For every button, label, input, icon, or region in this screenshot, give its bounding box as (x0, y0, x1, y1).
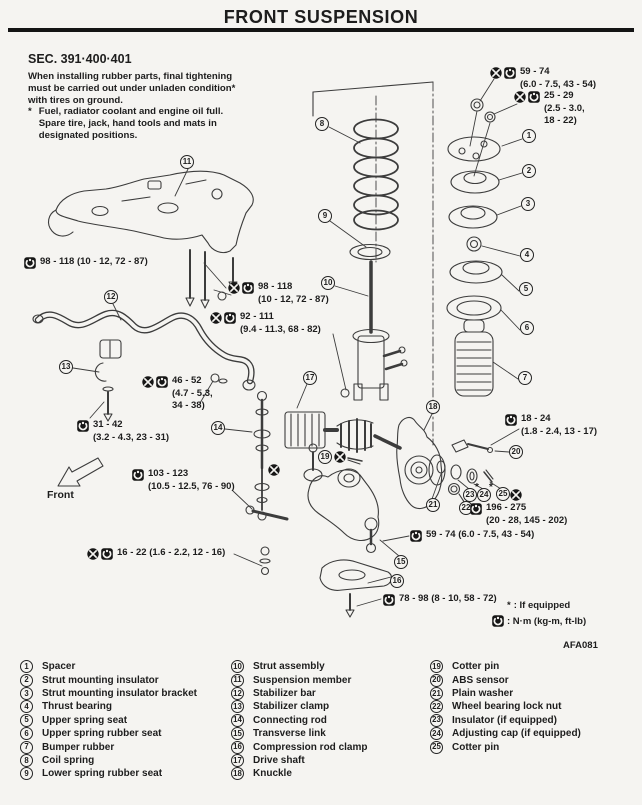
callout-17: 17 (303, 371, 317, 385)
torque-value: 16 - 22 (1.6 - 2.2, 12 - 16) (117, 547, 226, 558)
legend-item (20, 700, 197, 713)
suspension-member-drawing (49, 171, 254, 308)
torque-callout-abs-sensor (505, 413, 597, 438)
legend-item (430, 687, 581, 700)
part-number-badge: 19 (430, 660, 443, 673)
callout-9: 9 (318, 209, 332, 223)
torque-values (93, 419, 169, 444)
callout-1: 1 (522, 129, 536, 143)
replace-icon (490, 67, 502, 79)
part-number-badge: 11 (231, 674, 244, 687)
part-number-badge: 18 (231, 767, 244, 780)
part-number-badge: 16 (231, 741, 244, 754)
torque-icon (156, 376, 168, 388)
torque-value: (10 - 12, 72 - 87) (258, 293, 329, 305)
part-number-badge: 25 (430, 741, 443, 754)
callout-23: 23 (463, 488, 477, 502)
torque-values (520, 66, 596, 91)
part-name: Compression rod clamp (253, 741, 368, 753)
callout-18: 18 (426, 400, 440, 414)
note-line: designated positions. (38, 129, 138, 141)
torque-callout-ball-joint (410, 529, 534, 542)
footnote-marker: * (28, 106, 32, 118)
compression-rod-clamp-drawing (320, 560, 391, 617)
part-number-badge: 5 (20, 714, 33, 727)
legend-item (430, 740, 581, 753)
torque-callout-wheel-bearing-nut (470, 502, 567, 527)
part-name: Cotter pin (452, 661, 500, 673)
legend-column-3 (430, 660, 581, 754)
torque-value: 59 - 74 (6.0 - 7.5, 43 - 54) (426, 529, 535, 540)
legend-item (430, 714, 581, 727)
replace-icon (514, 91, 526, 103)
if-equipped-footnote (507, 600, 570, 611)
legend-column-1 (20, 660, 197, 781)
section-heading: SEC. 391·400·401 (28, 52, 132, 66)
part-number-badge: 21 (430, 687, 443, 700)
torque-callout-strut-mounting-nuts (490, 66, 596, 91)
replace-icon (228, 282, 240, 294)
part-name: Connecting rod (253, 714, 327, 726)
part-name: Upper spring rubber seat (42, 728, 162, 740)
part-name: Wheel bearing lock nut (452, 701, 562, 713)
part-name: Knuckle (253, 768, 292, 780)
torque-value: 18 - 24 (521, 413, 551, 424)
note-line: Spare tire, jack, hand tools and mats in (38, 118, 217, 130)
torque-icon (410, 530, 422, 542)
part-name: Stabilizer bar (253, 687, 316, 699)
callout-25: 25 (496, 487, 510, 501)
callout-15: 15 (394, 555, 408, 569)
torque-value: 98 - 118 (10 - 12, 72 - 87) (40, 256, 148, 267)
replace-icon (142, 376, 154, 388)
callout-5: 5 (519, 282, 533, 296)
part-number-badge: 14 (231, 714, 244, 727)
torque-values (521, 413, 597, 438)
replace-icon (210, 312, 222, 324)
projection-lines (313, 82, 433, 445)
legend-item (231, 673, 367, 686)
torque-icon (132, 469, 144, 481)
if-equipped-text: : If equipped (513, 600, 571, 611)
part-name: Stabilizer clamp (253, 701, 330, 713)
torque-icon (242, 282, 254, 294)
torque-values (426, 529, 534, 542)
torque-value: 25 - 29 (544, 90, 574, 101)
torque-value: 78 - 98 (8 - 10, 58 - 72) (399, 593, 497, 604)
callout-8: 8 (315, 117, 329, 131)
caution-line: must be carried out under unladen condition* (28, 82, 236, 94)
torque-callout-member-rear (228, 281, 329, 306)
legend-item (231, 660, 367, 673)
part-number-badge: 24 (430, 727, 443, 740)
legend-item (231, 700, 367, 713)
legend-item (231, 754, 367, 767)
strut-drawing (341, 262, 407, 400)
torque-callout-strut-to-knuckle (210, 311, 321, 336)
torque-icon (383, 594, 395, 606)
torque-value: 196 - 275 (486, 502, 527, 513)
torque-icon (77, 420, 89, 432)
callout-24: 24 (477, 488, 491, 502)
callout-12: 12 (104, 290, 118, 304)
callout-16: 16 (390, 574, 404, 588)
torque-value: (3.2 - 4.3, 23 - 31) (93, 431, 170, 443)
torque-icon (505, 414, 517, 426)
torque-callout-piston-rod-nut (514, 90, 585, 128)
part-name: ABS sensor (452, 674, 509, 686)
part-name: Strut assembly (253, 661, 325, 673)
callout-19: 19 (318, 450, 332, 464)
legend-item (20, 714, 197, 727)
part-name: Suspension member (253, 674, 352, 686)
part-number-badge: 4 (20, 700, 33, 713)
torque-values (399, 593, 497, 606)
part-name: Adjusting cap (if equipped) (452, 728, 581, 740)
callout-3: 3 (521, 197, 535, 211)
torque-value: 103 - 123 (148, 468, 189, 479)
front-arrow (58, 458, 103, 486)
front-direction-label: Front (47, 489, 74, 501)
part-number-badge: 13 (231, 700, 244, 713)
torque-value: 34 - 38) (172, 400, 205, 411)
part-number-badge: 7 (20, 741, 33, 754)
torque-values (40, 256, 148, 269)
lower-spring-seat-drawing (350, 245, 390, 260)
torque-callout-member-front (24, 256, 148, 269)
torque-values (544, 90, 585, 128)
callout-22: 22 (459, 501, 473, 515)
part-number-badge: 9 (20, 767, 33, 780)
legend-item (20, 673, 197, 686)
torque-value: 92 - 111 (240, 311, 274, 322)
torque-callout-compression-clamp (383, 593, 497, 606)
part-number-badge: 20 (430, 674, 443, 687)
part-name: Cotter pin (452, 741, 500, 753)
torque-icon (528, 91, 540, 103)
part-number-badge: 22 (430, 700, 443, 713)
part-name: Insulator (if equipped) (452, 714, 557, 726)
torque-value: (1.8 - 2.4, 13 - 17) (521, 425, 598, 437)
torque-icon (492, 615, 504, 627)
callout-7: 7 (518, 371, 532, 385)
legend-item (231, 727, 367, 740)
replace-icon (87, 548, 99, 560)
part-number-badge: 6 (20, 727, 33, 740)
part-name: Coil spring (42, 754, 95, 766)
part-number-badge: 8 (20, 754, 33, 767)
torque-callout-stabilizer-clamp (77, 419, 169, 444)
asterisk-mark: * (507, 600, 511, 611)
callout-14: 14 (211, 421, 225, 435)
legend-item (231, 740, 367, 753)
legend-item (430, 660, 581, 673)
torque-values (240, 311, 321, 336)
legend-item (20, 660, 197, 673)
torque-value: 31 - 42 (93, 419, 123, 430)
torque-value: (20 - 28, 145 - 202) (486, 514, 568, 526)
torque-value: 18 - 22) (544, 115, 577, 126)
callout-10: 10 (321, 276, 335, 290)
part-name: Bumper rubber (42, 741, 115, 753)
replace-icon (510, 489, 522, 501)
legend-item (430, 700, 581, 713)
legend-item (231, 714, 367, 727)
torque-values (148, 468, 235, 493)
torque-values (172, 375, 213, 413)
torque-value: 59 - 74 (520, 66, 550, 77)
replace-icon (268, 464, 280, 476)
part-name: Plain washer (452, 687, 514, 699)
part-number-badge: 10 (231, 660, 244, 673)
legend-item (20, 687, 197, 700)
torque-value: (9.4 - 11.3, 68 - 82) (240, 323, 321, 335)
note-line: Fuel, radiator coolant and engine oil full. (38, 106, 224, 118)
torque-callout-connecting-rod-upper (142, 375, 213, 413)
link-front-bolt-drawing (246, 506, 287, 519)
torque-value: 98 - 118 (258, 281, 293, 292)
figure-code: AFA081 (563, 640, 598, 651)
callout-20: 20 (509, 445, 523, 459)
part-name: Strut mounting insulator (42, 674, 159, 686)
torque-icon (24, 257, 36, 269)
legend-item (231, 767, 367, 780)
caution-line: with tires on ground. (28, 94, 123, 106)
torque-units-footnote (492, 615, 586, 627)
part-number-badge: 3 (20, 687, 33, 700)
part-number-badge: 2 (20, 674, 33, 687)
part-number-badge: 23 (430, 714, 443, 727)
torque-value: (6.0 - 7.5, 43 - 54) (520, 78, 597, 90)
caution-line: When installing rubber parts, final tightening (28, 71, 233, 82)
torque-value: 46 - 52 (172, 375, 202, 386)
asterisk-mark-23: * (475, 482, 479, 493)
part-name: Spacer (42, 661, 76, 673)
torque-values (258, 281, 329, 306)
callout-11: 11 (180, 155, 194, 169)
torque-icon (470, 503, 482, 515)
torque-values (486, 502, 567, 527)
legend-item (430, 727, 581, 740)
part-number-badge: 1 (20, 660, 33, 673)
torque-value: (4.7 - 5.3, (172, 387, 213, 399)
torque-icon (504, 67, 516, 79)
torque-value: (2.5 - 3.0, (544, 102, 585, 114)
callout-21: 21 (426, 498, 440, 512)
callout-6: 6 (520, 321, 534, 335)
legend-item (20, 754, 197, 767)
callout-13: 13 (59, 360, 73, 374)
legend-column-2 (231, 660, 367, 781)
connecting-rod-drawing (254, 392, 270, 575)
torque-icon (101, 548, 113, 560)
replace-icon (334, 451, 346, 463)
torque-icon (224, 312, 236, 324)
callout-2: 2 (522, 164, 536, 178)
torque-value: (10.5 - 12.5, 76 - 90) (148, 480, 235, 492)
legend-item (20, 767, 197, 780)
part-name: Lower spring rubber seat (42, 768, 163, 780)
part-number-badge: 12 (231, 687, 244, 700)
abs-sensor-drawing (452, 440, 493, 453)
part-number-badge: 15 (231, 727, 244, 740)
page-title: FRONT SUSPENSION (223, 7, 419, 27)
part-name: Transverse link (253, 728, 326, 740)
part-name: Upper spring seat (42, 714, 128, 726)
torque-units-text: : N·m (kg-m, ft-lb) (507, 615, 587, 627)
legend-item (430, 673, 581, 686)
torque-values (117, 547, 225, 560)
torque-callout-connecting-rod-lower (87, 547, 225, 560)
part-name: Drive shaft (253, 754, 305, 766)
callout-4: 4 (520, 248, 534, 262)
part-number-badge: 17 (231, 754, 244, 767)
torque-callout-link-front (132, 468, 235, 493)
asterisk-mark-24: * (489, 482, 493, 493)
drive-shaft-drawing (285, 412, 400, 452)
legend-item (231, 687, 367, 700)
part-name: Strut mounting insulator bracket (42, 687, 198, 699)
cotter-pin-drawing (348, 458, 362, 464)
legend-item (20, 727, 197, 740)
part-name: Thrust bearing (42, 701, 113, 713)
legend-item (20, 740, 197, 753)
strut-mount-parts-drawing (447, 99, 502, 396)
